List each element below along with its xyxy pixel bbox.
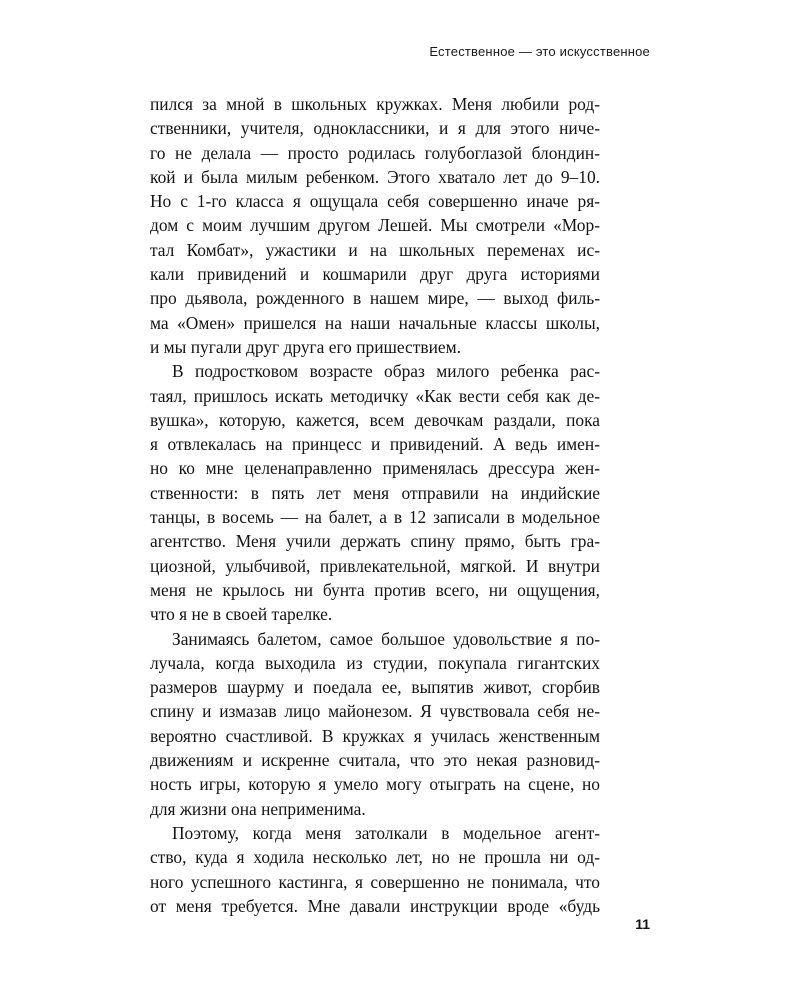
text-line: ство, куда я ходила несколько лет, но не прошла ни од- [150,847,600,868]
paragraph-1 [150,92,600,359]
text-line: кали привидений и кошмарили друг друга историями [150,264,600,285]
page-number: 11 [635,916,650,932]
text-line: ность игры, которую я умело могу отыграть на сцене, но [150,774,600,795]
paragraph-3 [150,627,600,821]
text-line: циозной, улыбчивой, привлекательной, мягкой. И внутри [150,555,600,576]
text-line: ственники, учителя, одноклассники, и я для этого ниче- [150,118,600,139]
text-line: таял, пришлось искать методичку «Как вести себя как де- [150,385,600,406]
text-line: движениям и искренне считала, что это некая разновид- [150,750,600,771]
text-line: Поэтому, когда меня затолкали в модельное агент- [172,822,600,843]
paragraph-4 [150,821,600,918]
running-head: Естественное — это искусственное [429,44,650,59]
text-line: вероятно счастливой. В кружках я училась женственным [150,725,600,746]
text-line: кой и была милым ребенком. Этого хватало лет до 9–10. [150,166,600,187]
text-line: что я не в своей тарелке. [150,604,333,625]
text-line: В подростковом возрасте образ милого ребенка рас- [172,361,600,382]
text-line: Но с 1-го класса я ощущала себя совершенно иначе ря- [150,191,600,212]
text-line: и мы пугали друг друга его пришествием. [150,336,461,357]
text-line: тал Комбат», ужастики и на школьных переменах ис- [150,239,600,260]
text-line: от меня требуется. Мне давали инструкции вроде «будь [150,895,600,916]
text-line: ного успешного кастинга, я совершенно не понимала, что [150,871,600,892]
text-line: ственности: в пять лет меня отправили на индийские [150,482,600,503]
text-line: го не делала — просто родилась голубоглазой блондин- [150,142,600,163]
text-line: размеров шаурму и поедала ее, выпятив живот, сгорбив [150,677,600,698]
text-line: Занимаясь балетом, самое большое удовольствие я по- [172,628,600,649]
text-line: лучала, когда выходила из студии, покупала гигантских [150,652,600,673]
text-line: но ко мне целенаправленно применялась дрессура жен- [150,458,600,479]
text-line: вушка», которую, кажется, всем девочкам раздали, пока [150,409,600,430]
text-line: ма «Омен» пришелся на наши начальные классы школы, [150,312,600,333]
text-line: для жизни она неприменима. [150,798,366,819]
text-line: пился за мной в школьных кружках. Меня любили род- [150,94,600,114]
text-line: танцы, в восемь — на балет, а в 12 записали в модельное [150,507,600,528]
paragraph-2 [150,359,600,626]
text-line: спину и измазав лицо майонезом. Я чувствовала себя не- [150,701,600,722]
text-line: агентство. Меня учили держать спину прямо, быть гра- [150,531,600,552]
text-line: я отвлекалась на принцесс и привидений. А ведь имен- [150,434,600,455]
text-line: дом с моим лучшим другом Лешей. Мы смотрели «Мор- [150,215,600,236]
text-line: про дьявола, рожденного в нашем мире, — выход филь- [150,288,600,309]
body-text [150,92,600,918]
text-line: меня не крылось ни бунта против всего, ни ощущения, [150,579,600,600]
